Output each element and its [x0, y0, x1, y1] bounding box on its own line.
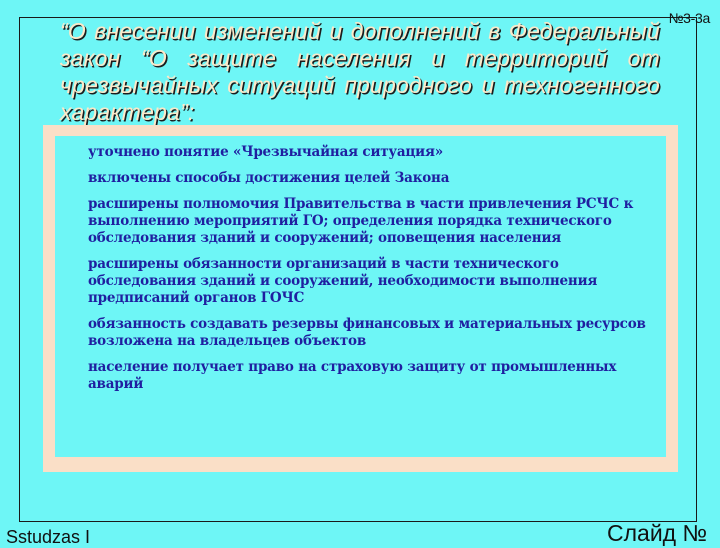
- slide-title: “О внесении изменений и дополнений в Федеральный закон “О защите населения и территорий от чрезвычайных ситуаций природного и техногенного характера”:: [60, 18, 660, 125]
- list-item: включены способы достижения целей Закона: [88, 170, 450, 186]
- footer-slide-label: Слайд №: [607, 520, 708, 546]
- content-panel: [43, 125, 678, 472]
- slide-number: №3-3а: [668, 10, 710, 26]
- list-item: уточнено понятие «Чрезвычайная ситуация»: [88, 144, 444, 160]
- item-list: [88, 144, 663, 402]
- list-item: расширены обязанности организаций в части технического обследования зданий и сооружений, необходимости выполнения предписаний органов ГОЧС: [88, 256, 598, 306]
- list-item: расширены полномочия Правительства в части привлечения РСЧС к выполнению мероприятий ГО; определения порядка технического обследования зданий и сооружений; оповещения населения: [88, 196, 634, 246]
- list-item: обязанность создавать резервы финансовых и материальных ресурсов возложена на владельцев объектов: [88, 316, 646, 349]
- list-item: население получает право на страховую защиту от промышленных аварий: [88, 359, 617, 392]
- content-panel-inner: [55, 136, 666, 457]
- footer-author: Sstudzas I: [6, 527, 91, 547]
